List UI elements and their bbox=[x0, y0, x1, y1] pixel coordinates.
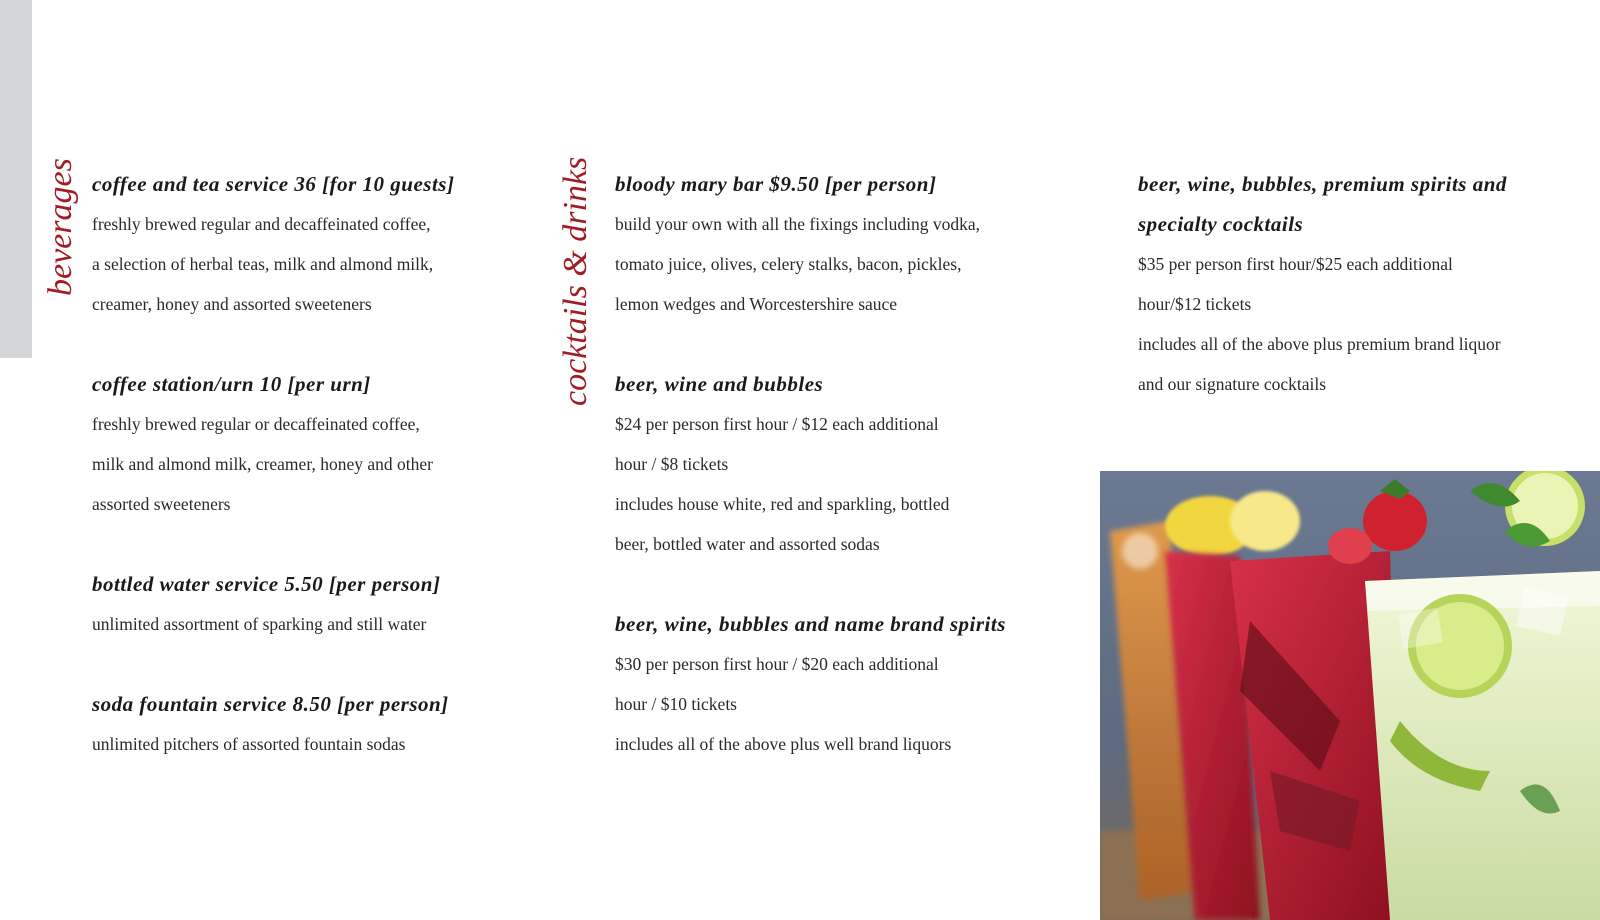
menu-item bbox=[92, 684, 532, 764]
menu-item-description: hour/$12 tickets bbox=[1138, 294, 1252, 314]
menu-item-description: includes house white, red and sparkling, bottled bbox=[615, 494, 950, 514]
menu-item-description: hour / $8 tickets bbox=[615, 454, 729, 474]
menu-item-description: and our signature cocktails bbox=[1138, 374, 1327, 394]
menu-item-title: bottled water service 5.50 [per person] bbox=[92, 572, 441, 596]
beverages-column bbox=[92, 164, 532, 804]
menu-item bbox=[615, 164, 1075, 324]
menu-item-description: freshly brewed regular or decaffeinated coffee, bbox=[92, 414, 420, 434]
menu-item bbox=[615, 604, 1075, 764]
menu-item-description: freshly brewed regular and decaffeinated coffee, bbox=[92, 214, 431, 234]
cocktails-section-label: cocktails & drinks bbox=[557, 156, 594, 406]
menu-item-title: bloody mary bar $9.50 [per person] bbox=[615, 172, 937, 196]
menu-item-description: beer, bottled water and assorted sodas bbox=[615, 534, 880, 554]
premium-column bbox=[1138, 164, 1593, 444]
menu-item-description: $35 per person first hour/$25 each additional bbox=[1138, 254, 1453, 274]
decorative-gray-bar bbox=[0, 0, 32, 358]
menu-item-description: assorted sweeteners bbox=[92, 494, 231, 514]
menu-item-title: beer, wine, bubbles and name brand spirits bbox=[615, 612, 1006, 636]
menu-item bbox=[92, 364, 532, 524]
menu-item-title: beer, wine and bubbles bbox=[615, 372, 824, 396]
menu-item bbox=[1138, 164, 1593, 404]
menu-item-description: $30 per person first hour / $20 each additional bbox=[615, 654, 939, 674]
menu-item-title: coffee station/urn 10 [per urn] bbox=[92, 372, 371, 396]
menu-item-description: includes all of the above plus premium brand liquor bbox=[1138, 334, 1501, 354]
menu-item-description: creamer, honey and assorted sweeteners bbox=[92, 294, 372, 314]
menu-item-description: build your own with all the fixings including vodka, bbox=[615, 214, 981, 234]
cocktail-photo bbox=[1100, 471, 1600, 920]
menu-item-title: coffee and tea service 36 [for 10 guests] bbox=[92, 172, 455, 196]
menu-item-title: specialty cocktails bbox=[1138, 212, 1304, 236]
menu-item-description: hour / $10 tickets bbox=[615, 694, 737, 714]
cocktails-column bbox=[615, 164, 1075, 804]
menu-item-description: unlimited pitchers of assorted fountain sodas bbox=[92, 734, 406, 754]
menu-item-description: lemon wedges and Worcestershire sauce bbox=[615, 294, 898, 314]
menu-item-description: includes all of the above plus well brand liquors bbox=[615, 734, 952, 754]
menu-item-description: milk and almond milk, creamer, honey and other bbox=[92, 454, 433, 474]
menu-item-description: a selection of herbal teas, milk and almond milk, bbox=[92, 254, 434, 274]
menu-item-description: $24 per person first hour / $12 each additional bbox=[615, 414, 939, 434]
menu-item-title: beer, wine, bubbles, premium spirits and bbox=[1138, 172, 1507, 196]
menu-item bbox=[615, 364, 1075, 564]
menu-item-title: soda fountain service 8.50 [per person] bbox=[92, 692, 449, 716]
beverages-section-label: beverages bbox=[42, 158, 79, 296]
menu-item-description: tomato juice, olives, celery stalks, bacon, pickles, bbox=[615, 254, 962, 274]
menu-item bbox=[92, 564, 532, 644]
menu-item bbox=[92, 164, 532, 324]
menu-item-description: unlimited assortment of sparking and still water bbox=[92, 614, 427, 634]
